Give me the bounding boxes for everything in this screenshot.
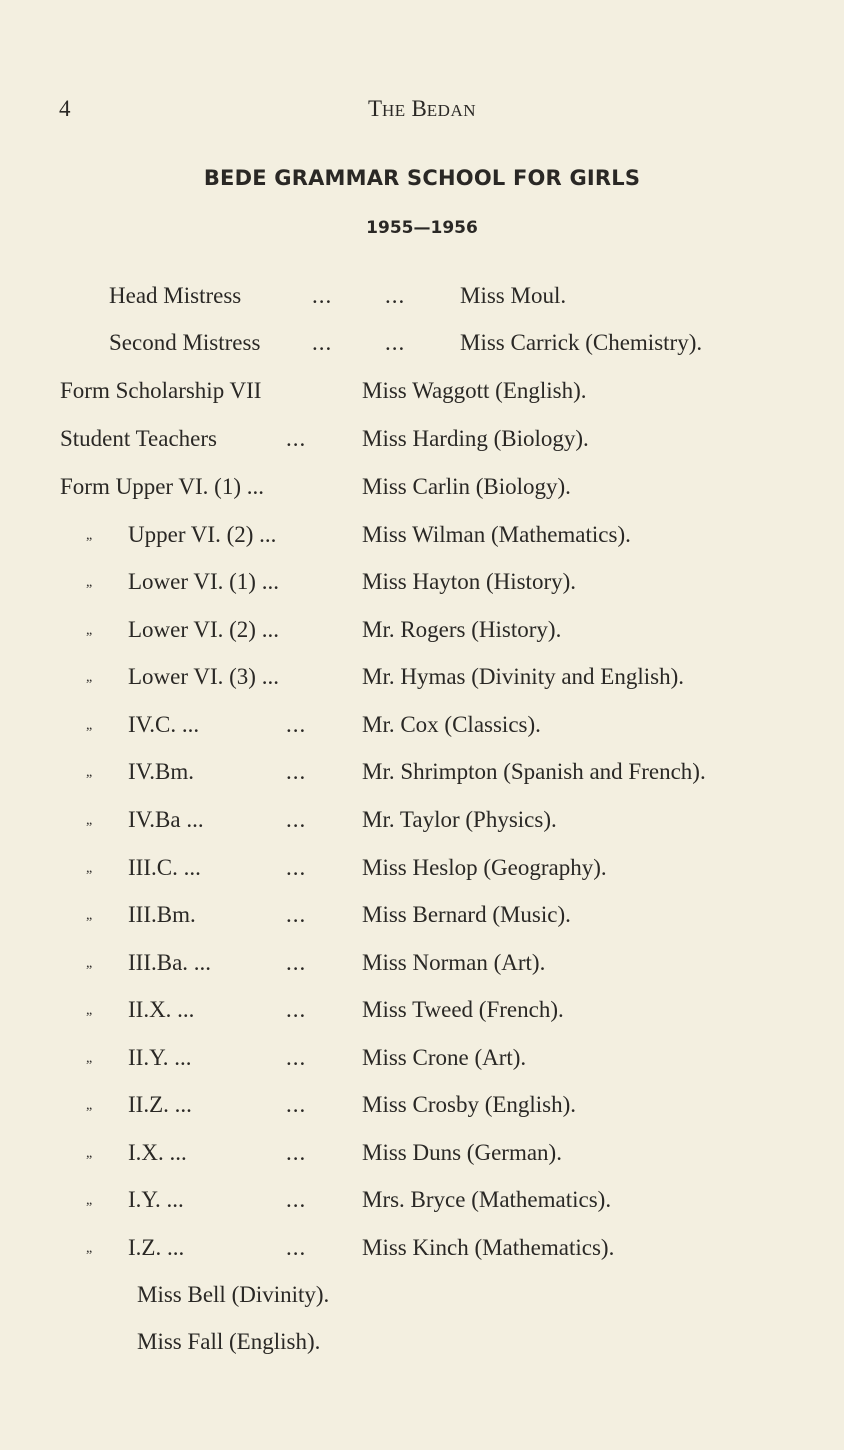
running-title [0,96,844,122]
ditto-mark: „ [86,528,93,543]
ditto-mark: „ [86,956,93,971]
form-row [0,522,844,554]
ditto-mark: „ [86,670,93,685]
running-title-rest-2: EDAN [426,101,477,120]
leader-dots: ... [385,330,406,355]
ditto-mark: „ [86,813,93,828]
form-label: IV.Bm. [128,759,195,784]
school-years: 1955—1956 [366,218,478,238]
form-teacher: Mr. Cox (Classics). [362,712,541,737]
leader-dots: ... [385,283,406,308]
form-label: III.Ba. ... [128,950,212,975]
page-number: 4 [59,96,71,121]
form-row [0,807,844,839]
form-label: Upper VI. (2) ... [128,522,277,547]
form-teacher: Miss Bernard (Music). [362,902,571,927]
ditto-mark: „ [86,718,93,733]
form-label: Form Scholarship VII [60,378,262,403]
leader-dots: ... [286,807,307,832]
leader-dots: ... [286,1140,307,1165]
form-label: I.Y. ... [128,1187,184,1212]
form-row [0,1045,844,1077]
form-label: Lower VI. (2) ... [128,617,279,642]
page-title: BEDE GRAMMAR SCHOOL FOR GIRLS [203,166,641,190]
form-label: Form Upper VI. (1) ... [60,474,264,499]
form-label: IV.Ba ... [128,807,204,832]
form-teacher: Miss Duns (German). [362,1140,562,1165]
leader-dots: ... [286,855,307,880]
ditto-mark: „ [86,765,93,780]
form-teacher: Miss Crosby (English). [362,1092,577,1117]
form-teacher: Miss Wilman (Mathematics). [362,522,631,547]
leader-dots: ... [286,712,307,737]
form-row [0,759,844,791]
form-row [0,1187,844,1219]
form-label: Lower VI. (3) ... [128,664,279,689]
form-label: III.C. ... [128,855,201,880]
form-row [0,902,844,934]
form-label: I.X. ... [128,1140,187,1165]
staff-name: Miss Fall (English). [137,1329,321,1354]
form-label: III.Bm. [128,902,196,927]
ditto-mark: „ [86,1098,93,1113]
form-label: Student Teachers [60,426,218,451]
ditto-mark: „ [86,1051,93,1066]
leader-dots: ... [286,1045,307,1070]
form-label: II.Z. ... [128,1092,192,1117]
form-row [0,569,844,601]
form-teacher: Miss Carlin (Biology). [362,474,571,499]
form-teacher: Mr. Taylor (Physics). [362,807,557,832]
form-label: Lower VI. (1) ... [128,569,279,594]
form-label: II.Y. ... [128,1045,192,1070]
form-teacher: Mr. Shrimpton (Spanish and French). [362,759,706,784]
form-teacher: Miss Tweed (French). [362,997,564,1022]
form-teacher: Miss Norman (Art). [362,950,546,975]
form-row [0,664,844,696]
form-row [0,617,844,649]
form-row [0,426,844,458]
leader-dots: ... [286,997,307,1022]
leader-dots: ... [286,950,307,975]
ditto-mark: „ [86,908,93,923]
form-row [0,855,844,887]
running-title-initial-2: B [411,96,427,121]
form-row [0,950,844,982]
leader-dots: ... [286,1187,307,1212]
form-teacher: Mr. Rogers (History). [362,617,562,642]
form-row [0,1235,844,1267]
form-teacher: Miss Harding (Biology). [362,426,589,451]
form-teacher: Miss Heslop (Geography). [362,855,607,880]
leader-dots: ... [286,426,307,451]
form-row [0,997,844,1029]
staff-row-second-mistress [0,330,844,362]
role-label: Head Mistress [109,283,242,308]
running-title-initial-1: T [367,96,383,121]
form-row [0,378,844,410]
staff-row-head-mistress [0,283,844,315]
form-label: II.X. ... [128,997,195,1022]
ditto-mark: „ [86,861,93,876]
leader-dots: ... [286,902,307,927]
ditto-mark: „ [86,1193,93,1208]
form-row [0,1140,844,1172]
leader-dots: ... [286,1092,307,1117]
form-teacher: Miss Kinch (Mathematics). [362,1235,615,1260]
ditto-mark: „ [86,575,93,590]
form-row [0,474,844,506]
staff-name: Miss Carrick (Chemistry). [460,330,703,355]
ditto-mark: „ [86,1241,93,1256]
staff-name: Miss Moul. [460,283,567,308]
ditto-mark: „ [86,1003,93,1018]
additional-staff-row [0,1282,844,1314]
form-teacher: Mr. Hymas (Divinity and English). [362,664,684,689]
form-label: IV.C. ... [128,712,200,737]
form-label: I.Z. ... [128,1235,185,1260]
additional-staff-row [0,1329,844,1361]
form-teacher: Mrs. Bryce (Mathematics). [362,1187,612,1212]
ditto-mark: „ [86,1146,93,1161]
running-title-rest-1: HE [382,101,406,120]
leader-dots: ... [286,1235,307,1260]
form-row [0,1092,844,1124]
staff-name: Miss Bell (Divinity). [137,1282,330,1307]
ditto-mark: „ [86,623,93,638]
leader-dots: ... [286,759,307,784]
form-teacher: Miss Hayton (History). [362,569,577,594]
leader-dots: ... [312,330,333,355]
form-teacher: Miss Crone (Art). [362,1045,527,1070]
leader-dots: ... [312,283,333,308]
role-label: Second Mistress [109,330,261,355]
form-row [0,712,844,744]
form-teacher: Miss Waggott (English). [362,378,587,403]
